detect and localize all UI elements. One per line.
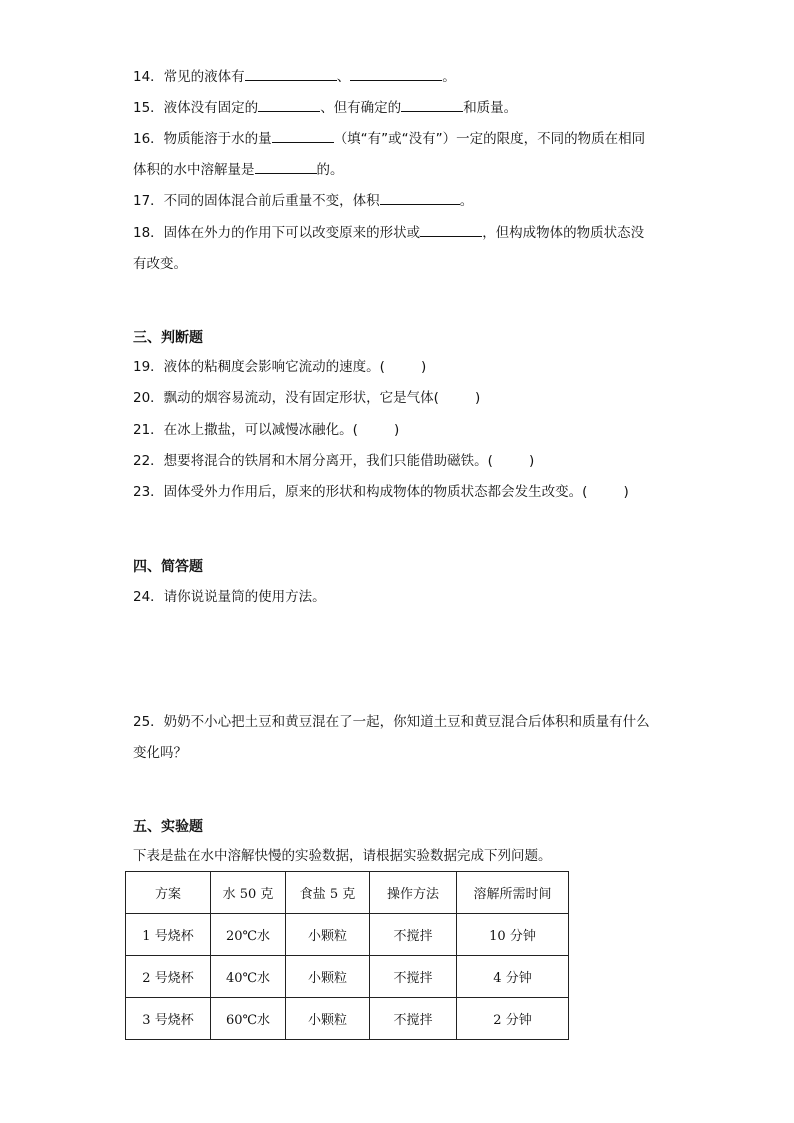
question-14: 14．常见的液体有 、 。: [133, 66, 456, 87]
table-cell: 40℃水: [211, 956, 286, 998]
answer-blank[interactable]: [380, 190, 460, 205]
question-21: 21．在冰上撒盐，可以减慢冰融化。( ): [133, 422, 400, 438]
question-24: 24．请你说说量筒的使用方法。: [133, 589, 326, 605]
table-cell: 20℃水: [211, 914, 286, 956]
table-row: [126, 914, 569, 956]
question-23: 23．固体受外力作用后，原来的形状和构成物体的物质状态都会发生改变。( ): [133, 484, 629, 500]
table-header-row: [126, 872, 569, 914]
question-20: 20．飘动的烟容易流动，没有固定形状，它是气体( ): [133, 390, 481, 406]
question-25-line2: 变化吗？: [133, 745, 187, 761]
question-25: 25．奶奶不小心把土豆和黄豆混在了一起，你知道土豆和黄豆混合后体积和质量有什么: [133, 714, 650, 730]
table-cell: 不搅拌: [370, 998, 457, 1040]
answer-blank[interactable]: [350, 66, 442, 81]
experiment-intro: 下表是盐在水中溶解快慢的实验数据，请根据实验数据完成下列问题。: [133, 848, 552, 864]
question-18-line2: 有改变。: [133, 256, 187, 272]
table-cell: 10 分钟: [457, 914, 569, 956]
question-22: 22．想要将混合的铁屑和木屑分离开，我们只能借助磁铁。( ): [133, 453, 535, 469]
question-16-line2: 体积的水中溶解量是 的。: [133, 159, 344, 180]
table-cell: 4 分钟: [457, 956, 569, 998]
table-row: [126, 956, 569, 998]
table-cell: 3 号烧杯: [126, 998, 211, 1040]
question-19: 19．液体的粘稠度会影响它流动的速度。( ): [133, 359, 427, 375]
section-heading-experiment: 五、实验题: [133, 819, 203, 835]
table-header: 溶解所需时间: [457, 872, 569, 914]
experiment-table: [125, 871, 569, 1040]
table-header: 食盐 5 克: [286, 872, 370, 914]
question-16: 16．物质能溶于水的量 （填“有”或“没有”）一定的限度，不同的物质在相同: [133, 128, 645, 149]
section-heading-judge: 三、判断题: [133, 330, 203, 346]
table-header: 操作方法: [370, 872, 457, 914]
question-17: 17．不同的固体混合前后重量不变，体积 。: [133, 190, 473, 211]
table-row: [126, 998, 569, 1040]
table-cell: 小颗粒: [286, 914, 370, 956]
answer-blank[interactable]: [255, 159, 317, 174]
table-cell: 60℃水: [211, 998, 286, 1040]
answer-blank[interactable]: [258, 97, 320, 112]
answer-blank[interactable]: [245, 66, 337, 81]
table-cell: 不搅拌: [370, 914, 457, 956]
table-cell: 小颗粒: [286, 998, 370, 1040]
table-cell: 1 号烧杯: [126, 914, 211, 956]
answer-blank[interactable]: [401, 97, 463, 112]
table-header: 水 50 克: [211, 872, 286, 914]
section-heading-short: 四、简答题: [133, 559, 203, 575]
table-cell: 小颗粒: [286, 956, 370, 998]
answer-blank[interactable]: [272, 128, 334, 143]
question-15: 15．液体没有固定的 、但有确定的 和质量。: [133, 97, 517, 118]
answer-blank[interactable]: [420, 222, 482, 237]
table-cell: 不搅拌: [370, 956, 457, 998]
question-18: 18．固体在外力的作用下可以改变原来的形状或 ，但构成物体的物质状态没: [133, 222, 644, 243]
table-header: 方案: [126, 872, 211, 914]
table-cell: 2 号烧杯: [126, 956, 211, 998]
table-cell: 2 分钟: [457, 998, 569, 1040]
